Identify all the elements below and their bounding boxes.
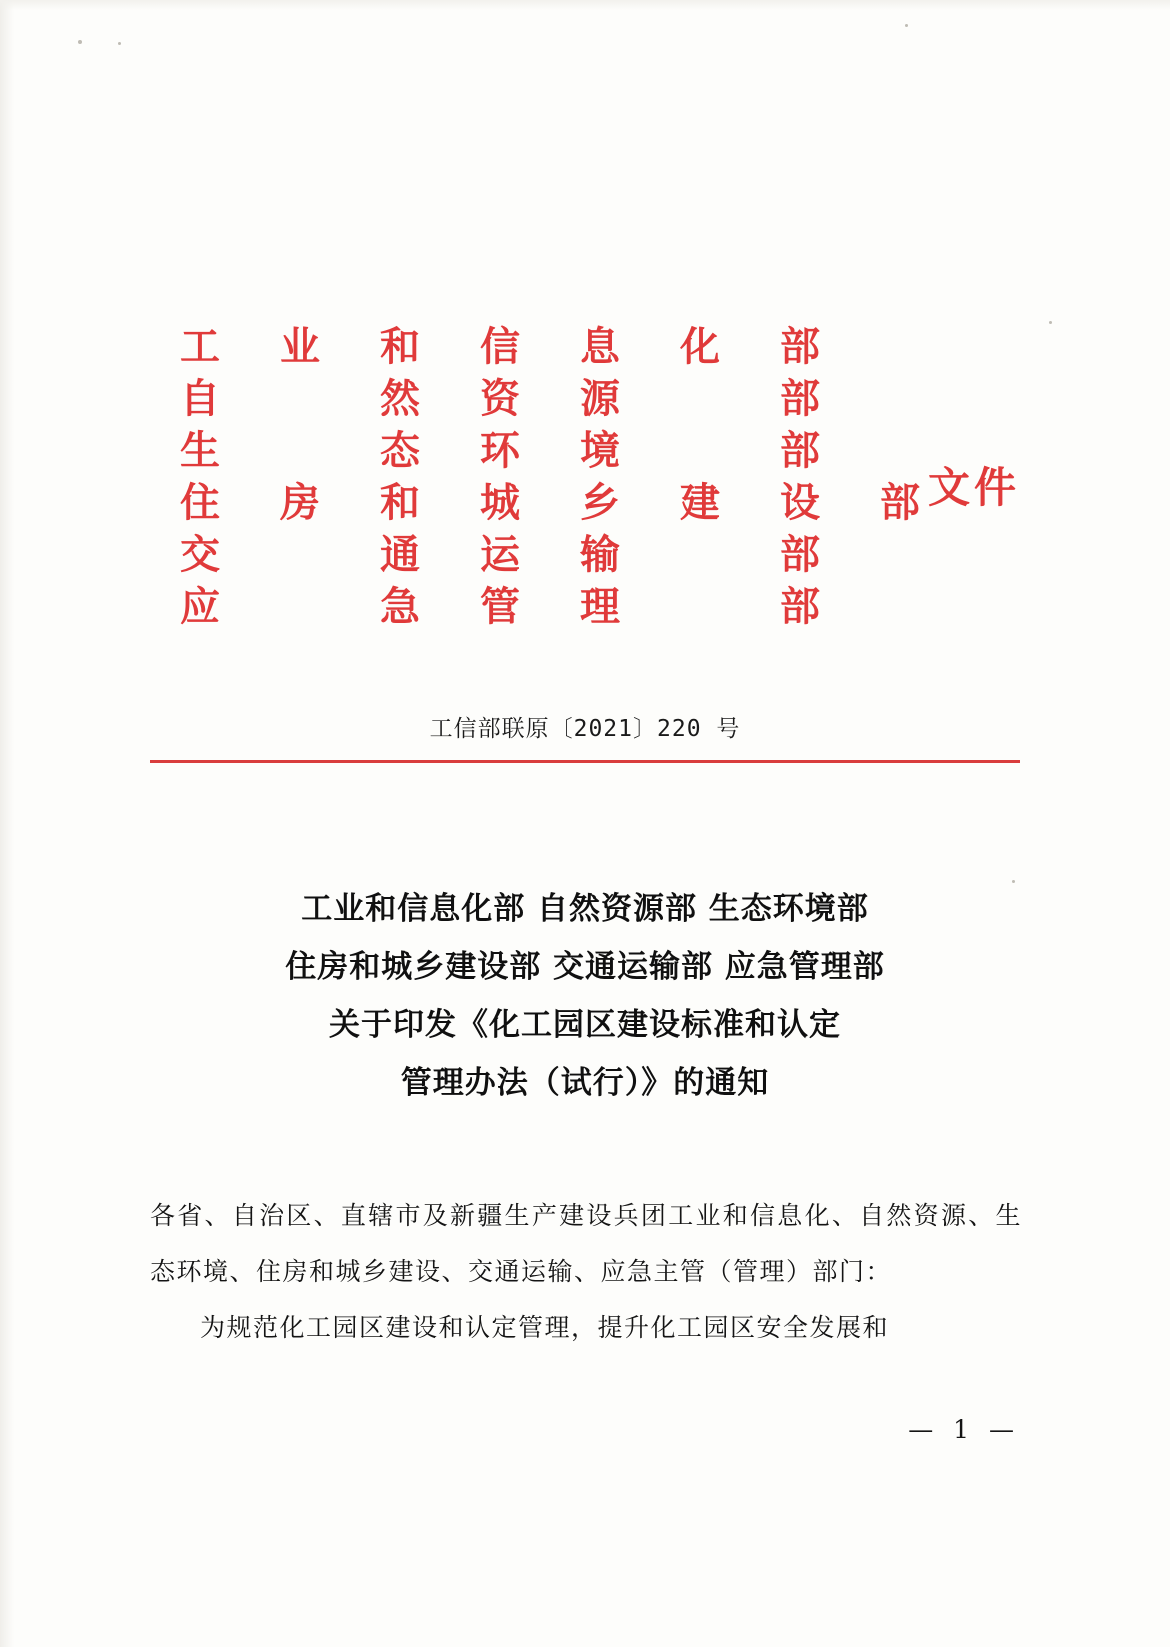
masthead-char: 急 xyxy=(380,583,420,630)
red-divider-rule xyxy=(150,760,1020,763)
masthead-char: 资 xyxy=(480,375,520,422)
masthead-row-4 xyxy=(150,471,950,528)
masthead-char: 应 xyxy=(180,583,220,630)
masthead-char: 交 xyxy=(180,531,220,578)
masthead-char: 部 xyxy=(880,479,920,526)
masthead-char xyxy=(650,419,750,476)
masthead-char xyxy=(650,575,750,632)
masthead-char: 输 xyxy=(580,531,620,578)
body-paragraph-intro: 为规范化工园区建设和认定管理，提升化工园区安全发展和 xyxy=(200,1313,890,1342)
masthead-char: 建 xyxy=(680,479,720,526)
scan-edge-left xyxy=(0,0,14,1647)
page-number: — 1 — xyxy=(908,1415,1020,1444)
masthead-char: 生 xyxy=(180,427,220,474)
masthead-char: 住 xyxy=(180,479,220,526)
masthead-row-2 xyxy=(150,367,850,424)
title-line-4: 管理办法（试行）》的通知 xyxy=(400,1065,770,1101)
masthead-char: 部 xyxy=(780,375,820,422)
masthead-char: 部 xyxy=(780,427,820,474)
masthead-char: 自 xyxy=(180,375,220,422)
paper-speck xyxy=(905,24,908,27)
masthead-char xyxy=(250,523,350,580)
scan-edge-top xyxy=(0,0,1170,10)
body-paragraph-recipients: 各省、自治区、直辖市及新疆生产建设兵团工业和信息化、自然资源、生态环境、住房和城乡建设、交通运输、应急主管（管理）部门： xyxy=(150,1201,1022,1286)
masthead-char: 化 xyxy=(680,323,720,370)
masthead-char: 境 xyxy=(580,427,620,474)
paper-speck xyxy=(118,42,121,45)
masthead-row-1 xyxy=(150,315,850,372)
masthead-char: 房 xyxy=(280,479,320,526)
masthead-char: 管 xyxy=(480,583,520,630)
masthead-char xyxy=(250,419,350,476)
masthead-char xyxy=(650,523,750,580)
masthead-row-3 xyxy=(150,419,850,476)
masthead-char: 息 xyxy=(580,323,620,370)
document-body xyxy=(150,1188,1022,1356)
masthead-char: 部 xyxy=(780,583,820,630)
masthead-char: 信 xyxy=(480,323,520,370)
masthead-char: 通 xyxy=(380,531,420,578)
masthead-char xyxy=(250,367,350,424)
masthead-char: 然 xyxy=(380,375,420,422)
masthead-wenjian-label: 文件 xyxy=(927,463,1020,512)
masthead-char: 理 xyxy=(580,583,620,630)
masthead-char: 环 xyxy=(480,427,520,474)
masthead-char xyxy=(250,575,350,632)
masthead-char: 和 xyxy=(380,323,420,370)
paper-speck xyxy=(1049,321,1052,324)
masthead-char: 城 xyxy=(480,479,520,526)
title-line-2: 住房和城乡建设部 交通运输部 应急管理部 xyxy=(285,949,885,985)
masthead-row-6 xyxy=(150,575,850,632)
masthead-char: 和 xyxy=(380,479,420,526)
title-line-1: 工业和信息化部 自然资源部 生态环境部 xyxy=(301,891,869,927)
masthead-char: 工 xyxy=(180,323,220,370)
masthead-char: 乡 xyxy=(580,479,620,526)
masthead-char: 设 xyxy=(780,479,820,526)
masthead-char: 业 xyxy=(280,323,320,370)
masthead-char: 部 xyxy=(780,531,820,578)
document-title xyxy=(150,880,1020,1112)
document-number: 工信部联原〔2021〕220 号 xyxy=(429,716,741,742)
masthead-char: 部 xyxy=(780,323,820,370)
paper-speck xyxy=(78,40,82,44)
masthead-char xyxy=(650,367,750,424)
masthead-char: 态 xyxy=(380,427,420,474)
masthead-char: 运 xyxy=(480,531,520,578)
masthead xyxy=(150,315,1020,742)
masthead-char: 源 xyxy=(580,375,620,422)
title-line-3: 关于印发《化工园区建设标准和认定 xyxy=(329,1007,841,1043)
masthead-row-5 xyxy=(150,523,850,580)
